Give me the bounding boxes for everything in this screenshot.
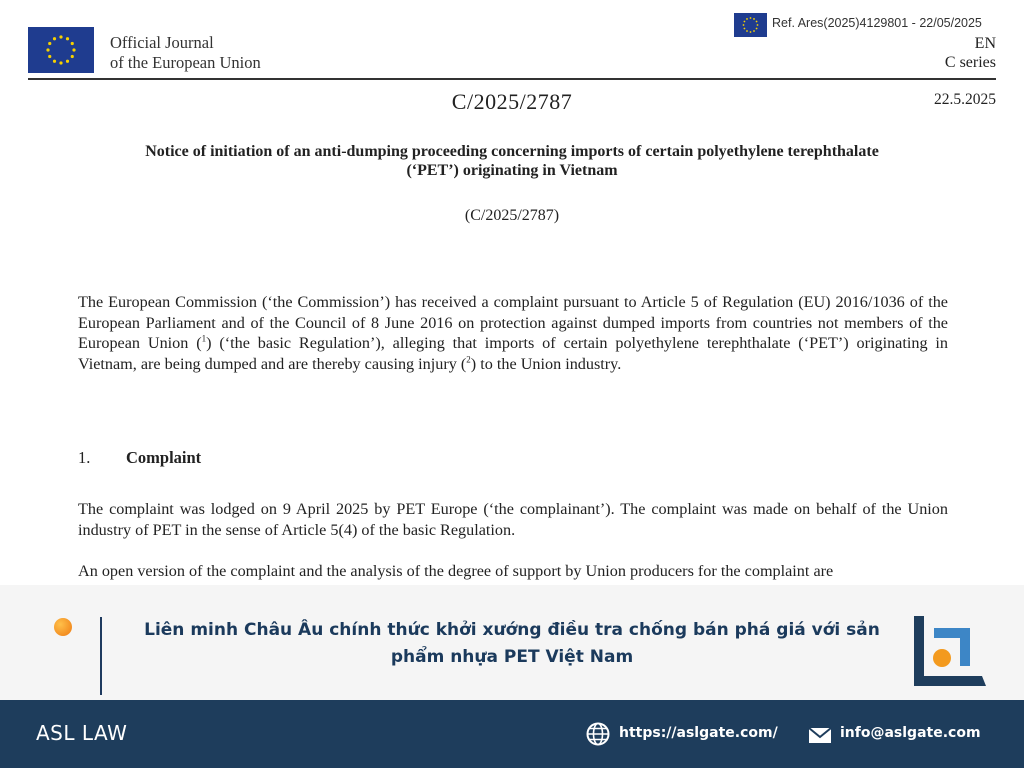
banner-divider [100,617,102,695]
envelope-icon [808,727,832,744]
doc-date: 22.5.2025 [934,91,996,108]
intro-text-1: The European Commission (‘the Commission’) has received a complaint pursuant to Article 5 of Regulation (EU) 2016/1036 of the European Parliament and of the Council of 8 June 2016 on protection against dumped imports from countries not members of the European Union ( [78,293,948,352]
doc-number: C/2025/2787 [451,89,573,114]
eu-flag-small-icon [734,13,767,37]
journal-subtitle: of the European Union [110,53,261,72]
header-rule [28,78,996,80]
intro-paragraph [78,292,948,374]
globe-icon [586,722,610,746]
orange-dot-icon [54,618,72,636]
article-headline[interactable]: Liên minh Châu Âu chính thức khởi xướng điều tra chống bán phá giá với sản phẩm nhựa PET Việt Nam [144,620,880,667]
email-link[interactable]: info@aslgate.com [840,725,981,741]
complaint-paragraph: The complaint was lodged on 9 April 2025 by PET Europe (‘the complainant’). The complaint was made on behalf of the Union industry of PET in the sense of Article 5(4) of the basic Regulation. [78,500,948,539]
series-label: C series [944,54,996,71]
section-number: 1. [78,448,91,467]
journal-title: Official Journal [110,33,214,52]
doc-reference: (C/2025/2787) [464,207,560,224]
open-version-paragraph: An open version of the complaint and the analysis of the degree of support by Union producers for the complaint are [78,562,834,580]
section-title: Complaint [126,448,202,467]
notice-title: Notice of initiation of an anti-dumping proceeding concerning imports of certain polyethylene terephthalate (‘PET’) originating in Vietnam [145,143,879,179]
footnote-ref-1[interactable]: 1 [201,333,207,344]
intro-text-2: ) (‘the basic Regulation’), alleging that imports of certain polyethylene terephthalate (‘PET’) originating in Vietnam, are being dumped and are thereby causing injury ( [78,334,948,373]
journal-title-block [110,33,261,73]
intro-text-3: ) to the Union industry. [470,354,622,373]
eu-flag-icon [28,27,94,73]
footnote-ref-2[interactable]: 2 [466,354,471,365]
website-link[interactable]: https://aslgate.com/ [619,725,778,741]
asl-logo-icon[interactable] [910,614,990,690]
brand-name[interactable]: ASL LAW [36,721,128,745]
ares-reference: Ref. Ares(2025)4129801 - 22/05/2025 [772,16,982,30]
language-code: EN [974,35,996,52]
